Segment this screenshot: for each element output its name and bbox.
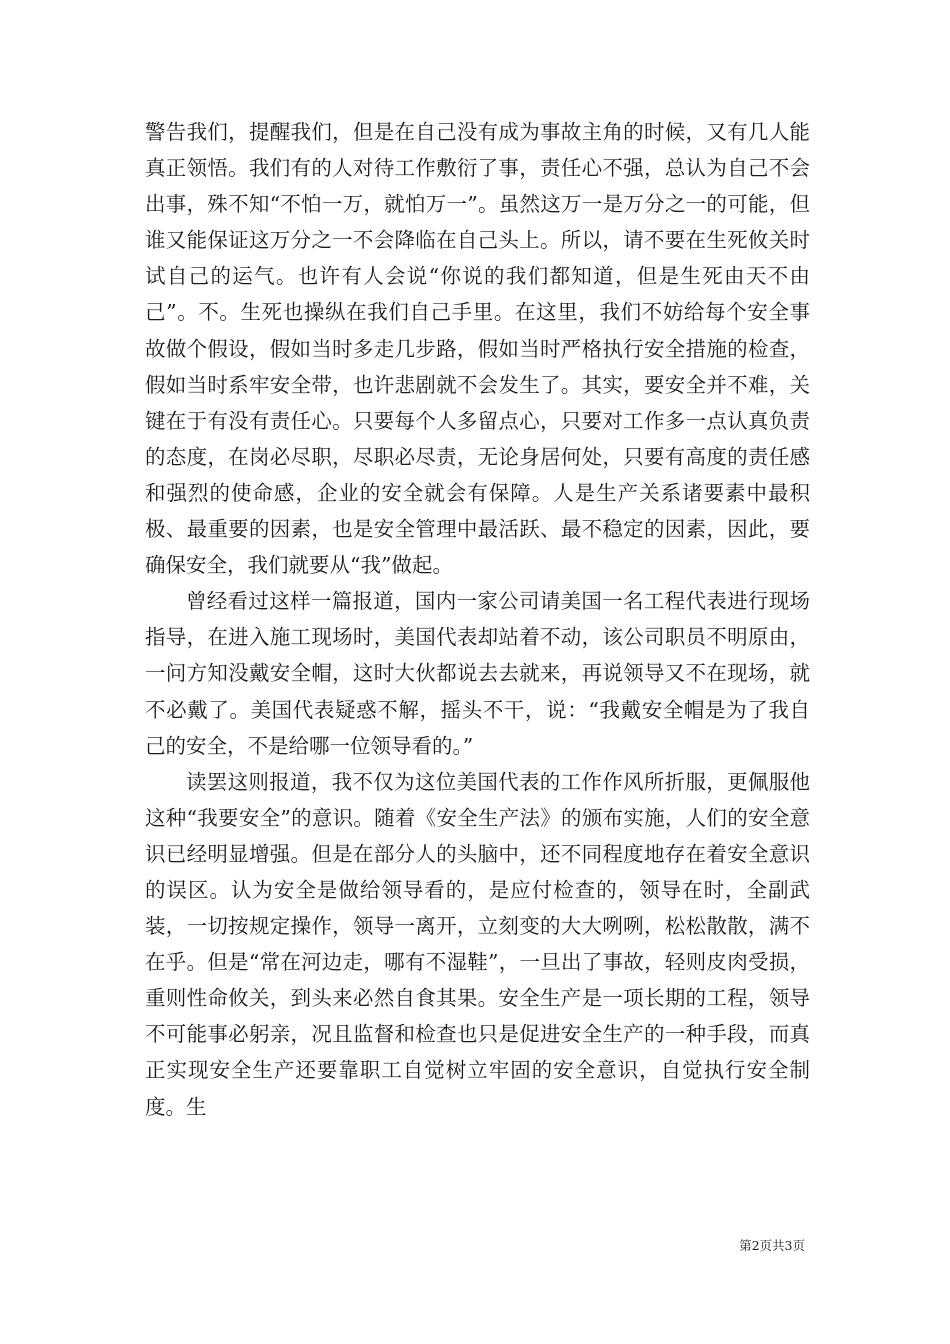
- page-number: 第2页共3页: [739, 1238, 805, 1253]
- paragraph-report: 曾经看过这样一篇报道，国内一家公司请美国一名工程代表进行现场指导，在进入施工现场时，美国代表却站着不动，该公司职员不明原由，一问方知没戴安全帽，这时大伙都说去去就来，再说领导又不在现场，就不必戴了。美国代表疑惑不解，摇头不干，说：“我戴安全帽是为了我自己的安全，不是给哪一位领导看的。”: [145, 589, 810, 758]
- paragraph-reflection: 读罢这则报道，我不仅为这位美国代表的工作作风所折服，更佩服他这种“我要安全”的意识。随着《安全生产法》的颁布实施，人们的安全意识已经明显增强。但是在部分人的头脑中，还不同程度地存在着安全意识的误区。认为安全是做给领导看的，是应付检查的，领导在时，全副武装，一切按规定操作，领导一离开，立刻变的大大咧咧，松松散散，满不在乎。但是“常在河边走，哪有不湿鞋”，一旦出了事故，轻则皮肉受损，重则性命攸关，到头来必然自食其果。安全生产是一项长期的工程，领导不可能事必躬亲，况且监督和检查也只是促进安全生产的一种手段，而真正实现安全生产还要靠职工自觉树立牢固的安全意识，自觉执行安全制度。生: [145, 769, 810, 1119]
- body-text: [145, 114, 810, 1125]
- paragraph-continued: 警告我们，提醒我们，但是在自己没有成为事故主角的时候，又有几人能真正领悟。我们有的人对待工作敷衍了事，责任心不强，总认为自己不会出事，殊不知“不怕一万，就怕万一”。虽然这万一是万分之一的可能，但谁又能保证这万分之一不会降临在自己头上。所以，请不要在生死攸关时试自己的运气。也许有人会说“你说的我们都知道，但是生死由天不由己”。不。生死也操纵在我们自己手里。在这里，我们不妨给每个安全事故做个假设，假如当时多走几步路，假如当时严格执行安全措施的检查，假如当时系牢安全带，也许悲剧就不会发生了。其实，要安全并不难，关键在于有没有责任心。只要每个人多留点心，只要对工作多一点认真负责的态度，在岗必尽职，尽职必尽责，无论身居何处，只要有高度的责任感和强烈的使命感，企业的安全就会有保障。人是生产关系诸要素中最积极、最重要的因素，也是安全管理中最活跃、最不稳定的因素，因此，要确保安全，我们就要从“我”做起。: [145, 120, 810, 578]
